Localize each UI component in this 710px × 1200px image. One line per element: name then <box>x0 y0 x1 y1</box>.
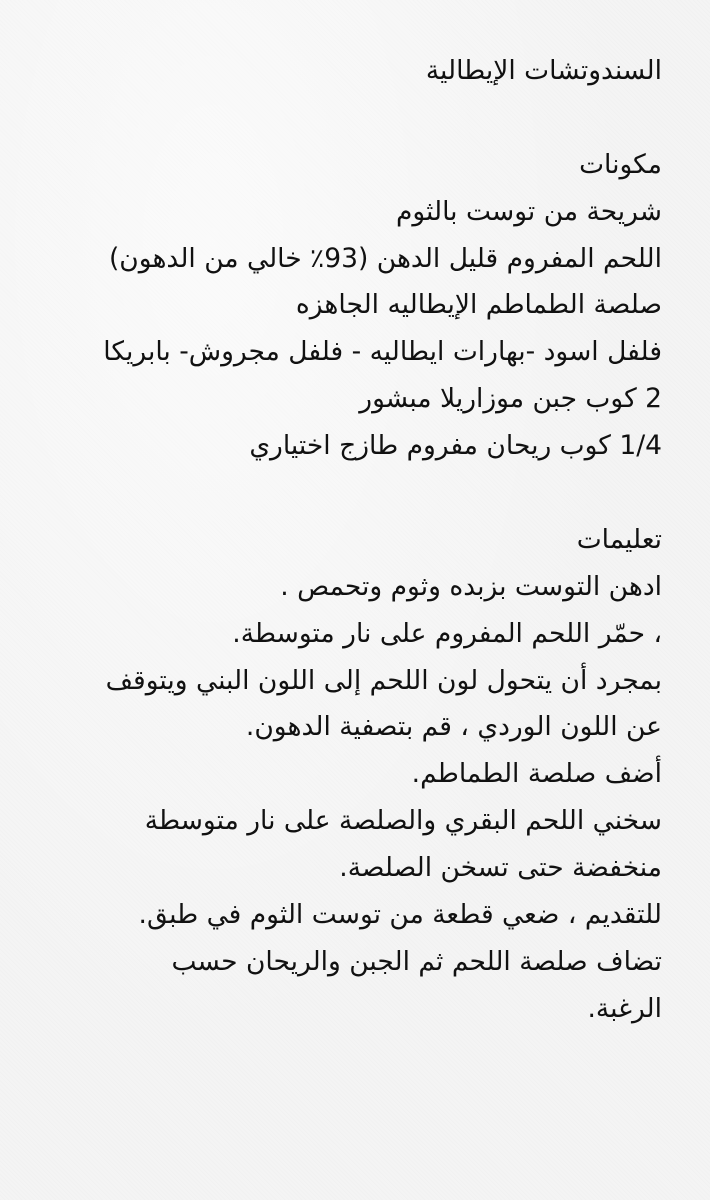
instruction-line: سخني اللحم البقري والصلصة على نار متوسطة <box>144 805 662 837</box>
instruction-line: للتقديم ، ضعي قطعة من توست الثوم في طبق. <box>138 899 662 931</box>
ingredient-line: فلفل اسود -بهارات ايطاليه - فلفل مجروش- بابريكا <box>103 336 662 368</box>
instruction-line: منخفضة حتى تسخن الصلصة. <box>339 852 662 884</box>
blank-line <box>30 470 662 517</box>
ingredient-line: 1/4 كوب ريحان مفروم طازج اختياري <box>249 430 662 462</box>
instruction-line: بمجرد أن يتحول لون اللحم إلى اللون البني ويتوقف <box>105 664 662 696</box>
ingredient-line: اللحم المفروم قليل الدهن (93٪ خالي من الدهون) <box>108 242 662 274</box>
ingredient-line: صلصة الطماطم الإيطاليه الجاهزه <box>295 289 662 321</box>
note-body <box>30 48 662 1033</box>
instruction-line: تضاف صلصة اللحم ثم الجبن والريحان حسب <box>171 945 662 977</box>
ingredient-line: 2 كوب جبن موزاريلا مبشور <box>359 383 662 415</box>
instruction-line: أضف صلصة الطماطم. <box>411 758 662 790</box>
instruction-line: عن اللون الوردي ، قم بتصفية الدهون. <box>245 711 662 743</box>
instructions-heading: تعليمات <box>576 523 662 555</box>
ingredient-line: شريحة من توست بالثوم <box>395 195 662 227</box>
instruction-line: ادهن التوست بزبده وثوم وتحمص . <box>280 570 662 602</box>
blank-line <box>30 95 662 142</box>
instruction-line: ، حمّر اللحم المفروم على نار متوسطة. <box>232 617 662 649</box>
ingredients-heading: مكونات <box>579 148 662 180</box>
note-title: السندوتشات الإيطالية <box>425 55 662 86</box>
instruction-line: الرغبة. <box>587 992 662 1024</box>
